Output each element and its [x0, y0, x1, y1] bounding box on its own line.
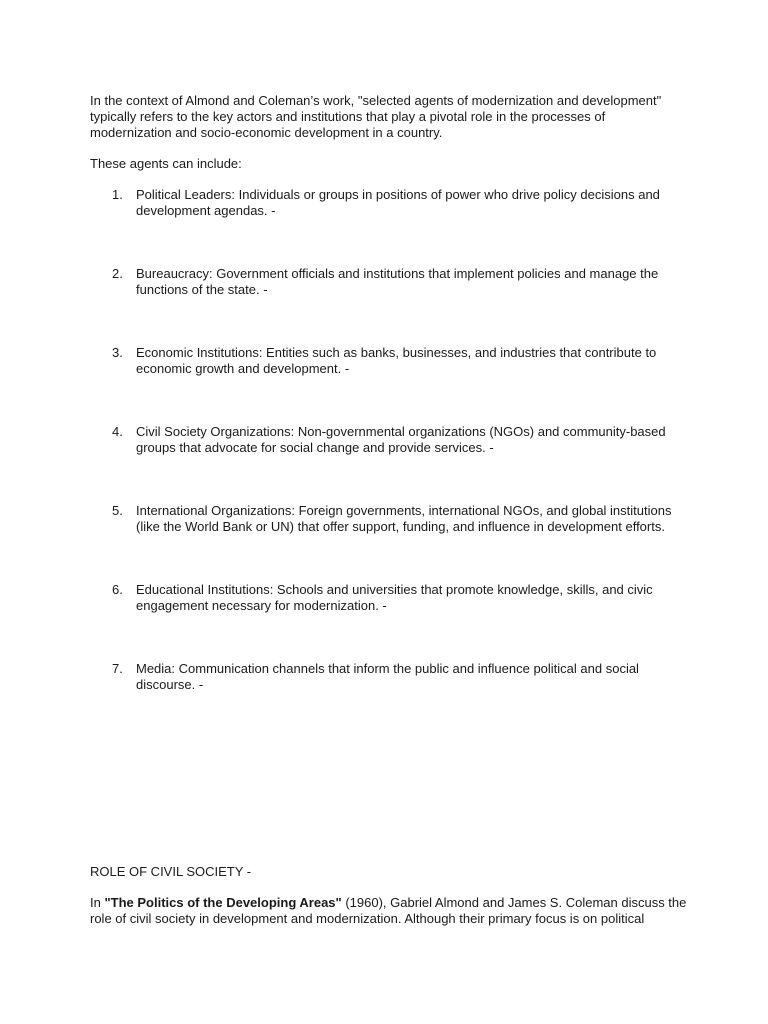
- list-item-text: Economic Institutions: Entities such as banks, businesses, and industries that contribute to economic growth and development. -: [136, 345, 657, 376]
- list-item: [90, 345, 690, 377]
- list-item-number: 1.: [112, 187, 123, 202]
- list-item-text: International Organizations: Foreign governments, international NGOs, and global institutions (like the World Bank or UN) that offer support, funding, and influence in development efforts.: [136, 503, 672, 534]
- list-item: [90, 266, 690, 298]
- list-item-number: 3.: [112, 345, 123, 360]
- list-item-text: Political Leaders: Individuals or groups in positions of power who drive policy decisions and development agendas. -: [136, 187, 660, 218]
- section-heading: ROLE OF CIVIL SOCIETY -: [90, 864, 252, 879]
- list-item-text: Educational Institutions: Schools and universities that promote knowledge, skills, and civic engagement necessary for modernization. -: [136, 582, 653, 613]
- list-item-number: 7.: [112, 661, 123, 676]
- list-item: [90, 582, 690, 614]
- list-item-number: 5.: [112, 503, 123, 518]
- list-item: [90, 661, 690, 693]
- list-item-text: Bureaucracy: Government officials and institutions that implement policies and manage the functions of the state. -: [136, 266, 659, 297]
- closing-text: (1960), Gabriel Almond and James S. Coleman discuss the role of civil society in development and modernization. Although their primary focus is on political: [90, 895, 687, 926]
- list-item: [90, 503, 690, 535]
- list-item-number: 2.: [112, 266, 123, 281]
- closing-prefix: In: [90, 895, 105, 910]
- agents-list: [90, 187, 690, 693]
- closing-paragraph: [90, 895, 690, 927]
- agents-lead-in: These agents can include:: [90, 156, 242, 171]
- list-item-text: Media: Communication channels that inform the public and influence political and social discourse. -: [136, 661, 639, 692]
- list-item: [90, 424, 690, 456]
- list-item: [90, 187, 690, 219]
- intro-paragraph: In the context of Almond and Coleman’s work, "selected agents of modernization and development" typically refers to the key actors and institutions that play a pivotal role in the processes of modernization and socio-economic development in a country.: [90, 93, 662, 140]
- list-item-number: 4.: [112, 424, 123, 439]
- list-item-text: Civil Society Organizations: Non-governmental organizations (NGOs) and community-based groups that advocate for social change and provide services. -: [136, 424, 666, 455]
- list-item-number: 6.: [112, 582, 123, 597]
- book-title: "The Politics of the Developing Areas": [104, 895, 342, 910]
